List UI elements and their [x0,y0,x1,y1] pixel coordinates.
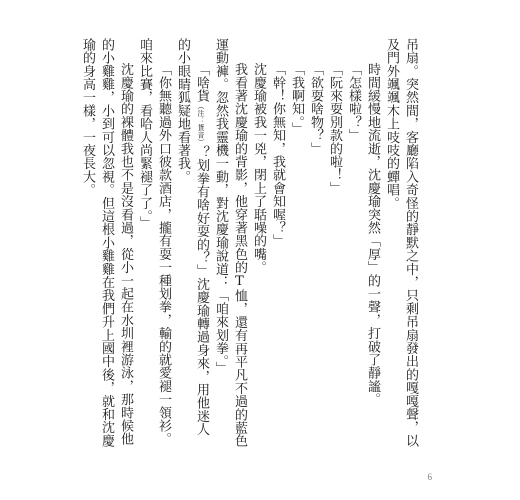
page-number: 6 [427,472,432,482]
paragraph-text: 「你無聽過外口彼款酒店，攏有耍一種划拳，輸的就愛褪一領衫。咱來比賽，看哈人尚緊褪了了。」 [137,38,171,446]
dialogue-line [325,38,344,448]
dialogue-line [268,38,287,448]
paragraph-text: 「欲耍啥物？」 [308,62,323,156]
paragraph [78,38,135,448]
paragraph: 吊扇。突然間，客廳陷入奇怪的靜默之中，只剩吊扇發出的嘎嘎聲，以及門外颯颯木上吱吱的蟬唱。 [384,38,418,448]
paragraph-text: 「阮來耍別款的啦！」 [327,62,342,195]
inline-annotation: （注：貨音） [197,102,205,146]
dialogue-line [306,38,325,448]
paragraph [211,38,249,448]
dialogue-line [287,38,306,448]
paragraph-text: 時間緩慢地流逝，沈慶瑜突然「厚」的一聲，打破了靜謐。 [365,62,380,406]
dialogue-line [135,38,173,448]
paragraph-text: 沈慶瑜的裸體我也不是沒看過，從小一起在水圳裡游泳，那時候他的小雞雞，小到可以忽視。但這根小雞雞在我們升上國中後，就和沈慶瑜的身高一樣，一夜長大。 [80,38,133,448]
dialogue-line [344,38,363,448]
paragraph-text: ？划拳有啥好耍的？」沈慶瑜轉過身來，用他迷人的小眼睛狐疑地看著我。 [175,38,209,436]
paragraph-text: 「我啊知。」 [289,62,304,136]
paragraph-text: 我看著沈慶瑜的背影，他穿著黑色的T恤，還有再平凡不過的藍色運動褲。忽然我靈機一動，對沈慶瑜說道：「咱來划拳。」 [213,38,247,448]
paragraph-text: 「啥貨 [194,62,209,103]
paragraph-text: 沈慶瑜被我一兇，閉上了聒噪的嘴。 [251,62,266,274]
paragraph [363,38,382,448]
paragraph-text: 「幹！你無知，我就會知喔？」 [270,62,285,248]
dialogue-line [173,38,211,448]
vertical-text-body [80,38,420,448]
paragraph [249,38,268,448]
paragraph-text: 「怎樣啦？」 [346,62,361,142]
